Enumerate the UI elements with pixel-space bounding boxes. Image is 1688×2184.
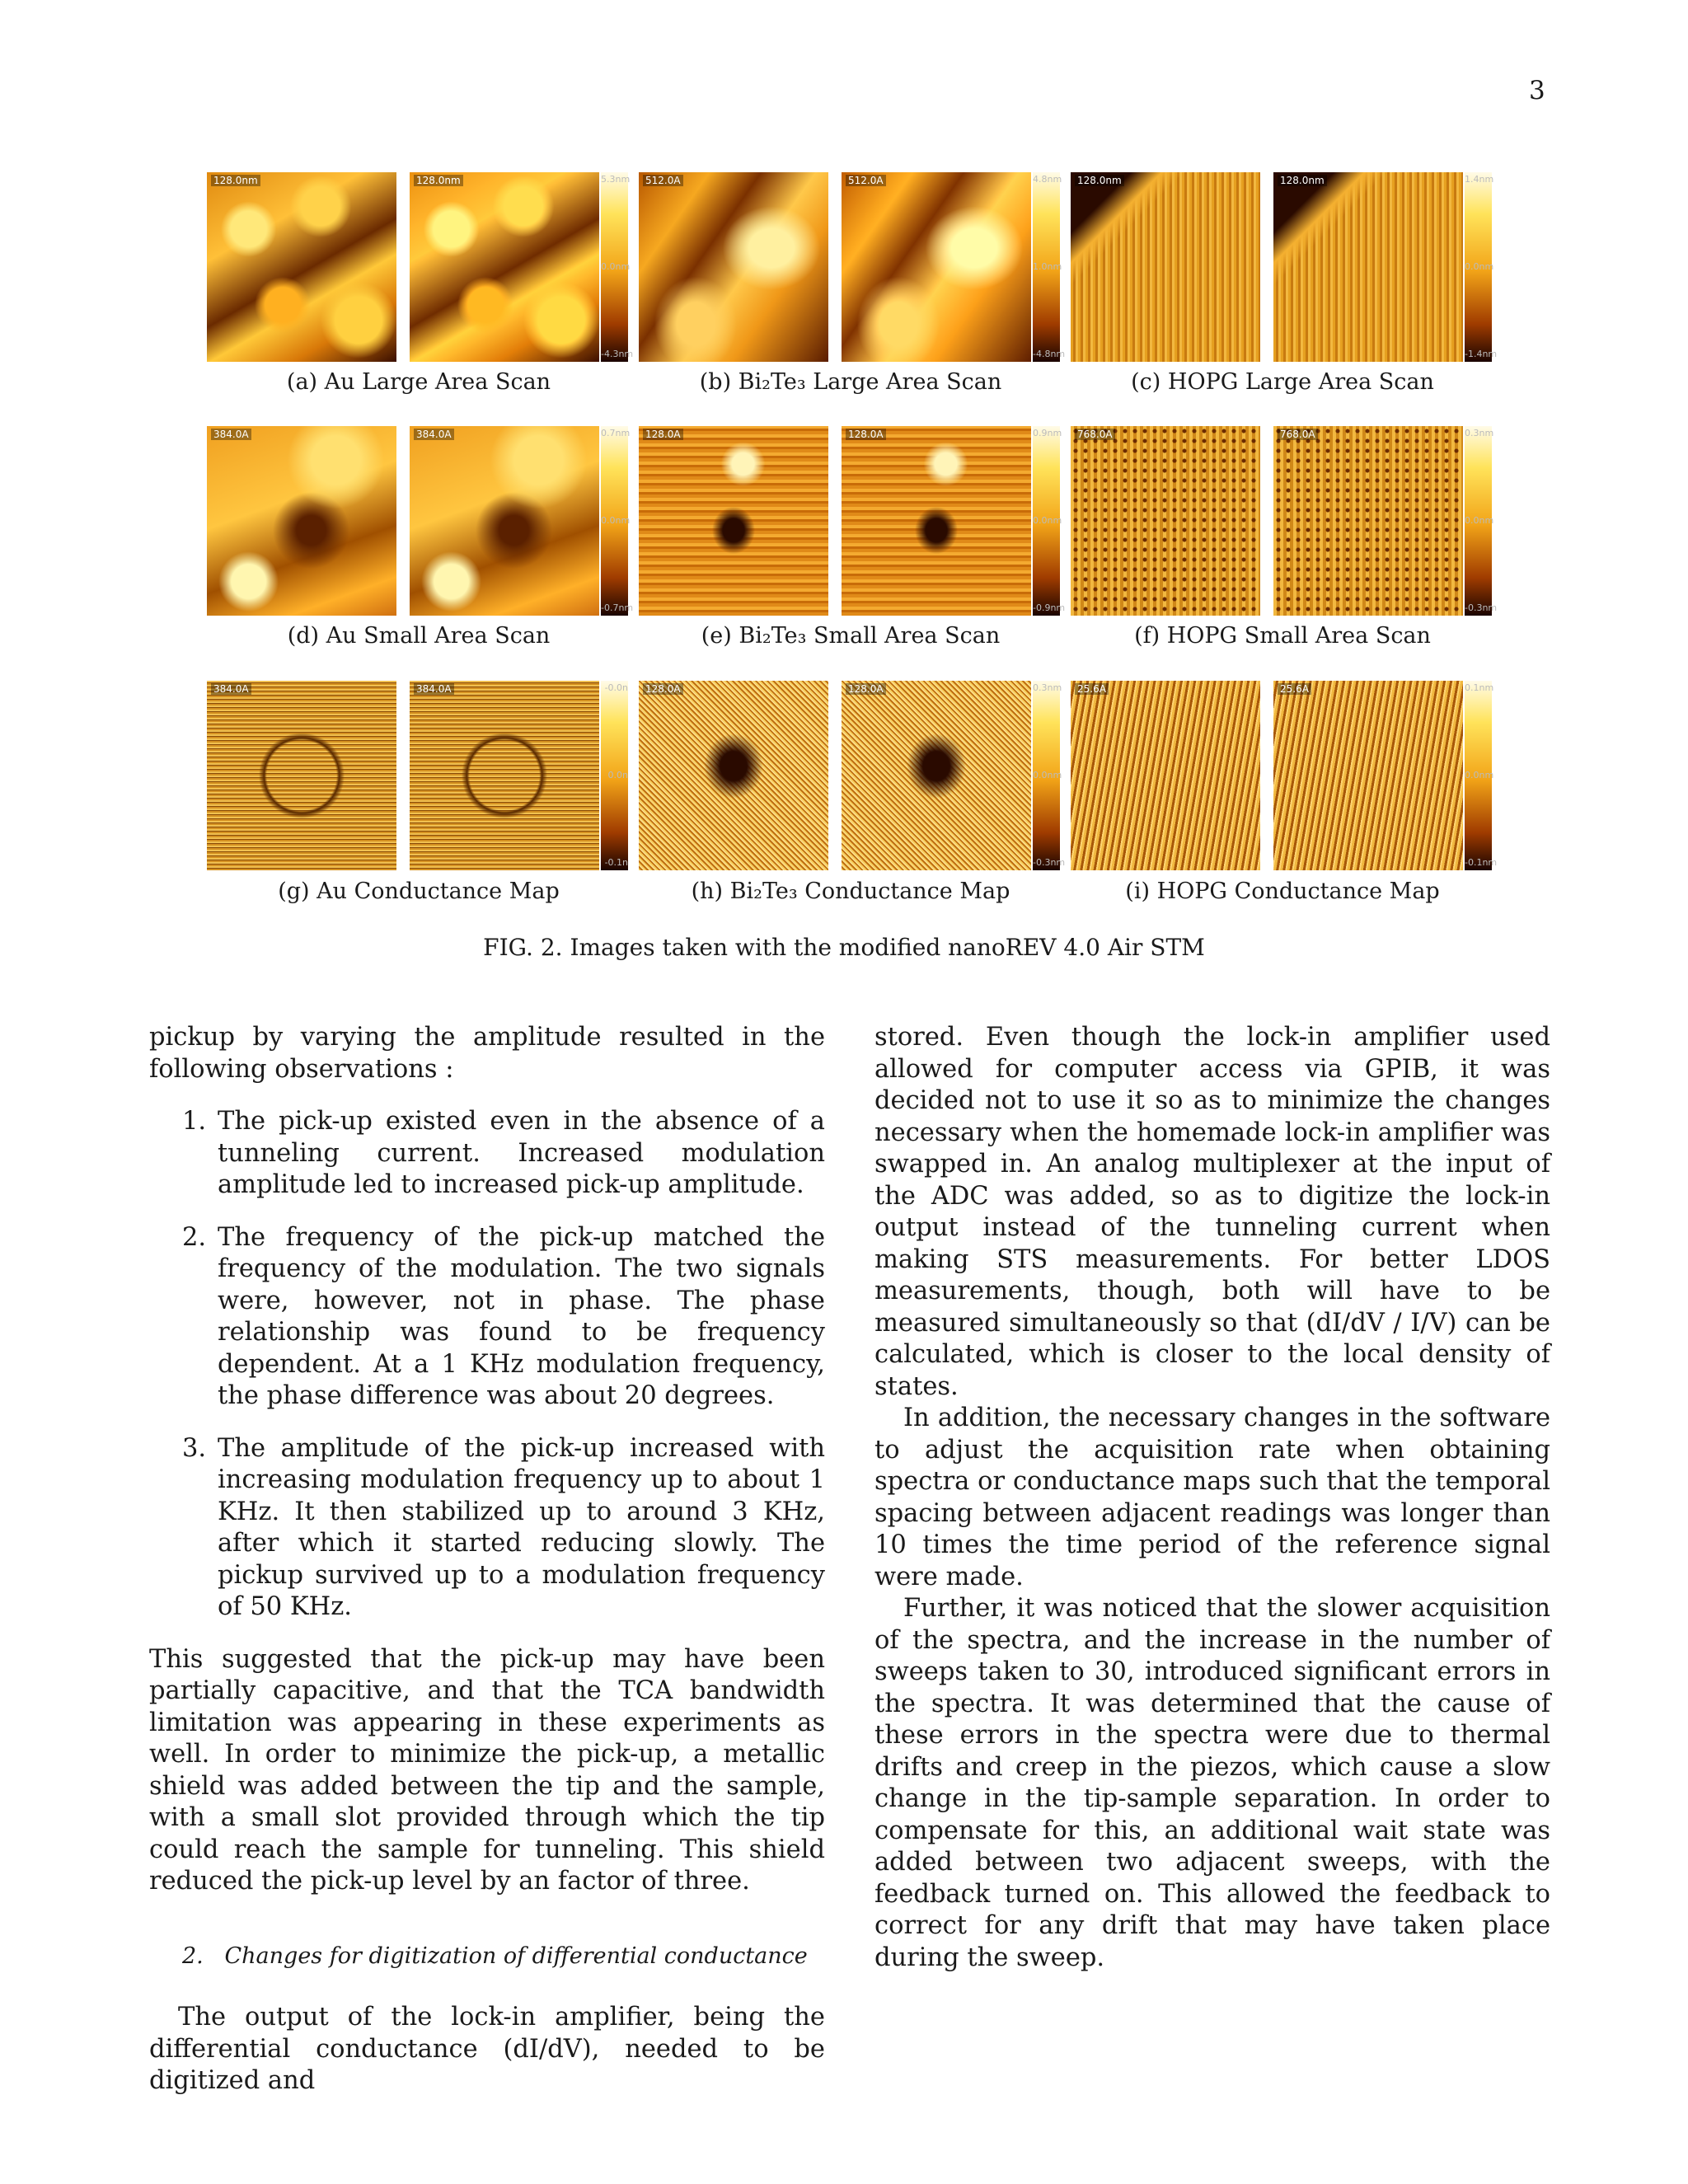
- list-item: [149, 1433, 825, 1624]
- paragraph: Further, it was noticed that the slower acquisition of the spectra, and the increase in the number of sweeps taken to 30, introduced significant errors in the spectra. It was determined that the cause of these errors in the spectra were due to thermal drifts and creep in the piezos, which cause a slow change in the tip-sample separation. In order to compensate for this, an additional wait state was added between two adjacent sweeps, with the feedback turned on. This allowed the feedback to correct for any drift that may have taken place during the sweep.: [874, 1594, 1550, 1972]
- list-text: The amplitude of the pick-up increased with increasing modulation frequency up to about 1 KHz. It then stabilized up to around 3 KHz, after which it started reducing slowly. The pickup survived up to a modulation frequency of 50 KHz.: [218, 1433, 825, 1621]
- colorbar-max: 0.9nm: [1033, 428, 1062, 438]
- list-number: 2.: [182, 1222, 207, 1252]
- stm-image: [639, 681, 828, 870]
- stm-image: [207, 172, 396, 362]
- list-number: 1.: [182, 1107, 207, 1136]
- colorbar: [1465, 426, 1498, 616]
- scale-label: 128.0A: [643, 429, 683, 440]
- scale-label: 128.0A: [846, 683, 886, 695]
- paragraph: This suggested that the pick-up may have been partially capacitive, and that the TCA bandwidth limitation was appearing in these experiments as well. In order to minimize the pick-up, a metallic shield was added between the tip and the sample, with a small slot provided through which the tip could reach the sample for tunneling. This shield reduced the pick-up level by an factor of three.: [149, 1644, 825, 1896]
- scale-label: 128.0nm: [1278, 175, 1327, 186]
- colorbar-max: 1.4nm: [1465, 174, 1494, 185]
- stm-image: [207, 681, 396, 870]
- section-heading: 2. Changes for digitization of differential conductance: [182, 1943, 808, 1969]
- colorbar: [1033, 426, 1066, 616]
- colorbar-mid: 0.0nm: [601, 515, 631, 526]
- subfigure-caption: (i) HOPG Conductance Map: [1125, 879, 1440, 904]
- colorbar-mid: 0.0n: [607, 770, 628, 780]
- stm-image: [1071, 681, 1260, 870]
- colorbar-min: -0.3nm: [1033, 857, 1066, 868]
- scale-label: 25.6A: [1278, 683, 1311, 695]
- scale-label: 768.0A: [1075, 429, 1115, 440]
- colorbar-max: 0.7nm: [601, 428, 631, 438]
- colorbar: [1465, 172, 1498, 362]
- colorbar-min: -0.3nm: [1465, 602, 1498, 613]
- stm-image: [842, 172, 1031, 362]
- stm-image: [842, 681, 1031, 870]
- subfigure-caption: (f) HOPG Small Area Scan: [1134, 623, 1431, 649]
- subfigure-caption: (c) HOPG Large Area Scan: [1131, 369, 1434, 395]
- colorbar-mid: 0.0nm: [601, 261, 631, 272]
- colorbar: [601, 172, 634, 362]
- colorbar-max: 0.3nm: [1033, 682, 1062, 693]
- scale-label: 384.0A: [414, 429, 454, 440]
- left-column: [149, 1022, 825, 2097]
- colorbar-mid: 1.0nm: [1033, 261, 1062, 272]
- figure-caption: FIG. 2. Images taken with the modified nanoREV 4.0 Air STM: [483, 934, 1205, 961]
- colorbar-min: -1.4nm: [1465, 349, 1498, 359]
- stm-image: [410, 172, 599, 362]
- colorbar-min: -4.3nm: [601, 349, 634, 359]
- colorbar: [601, 681, 628, 870]
- colorbar: [1033, 681, 1066, 870]
- observation-list: [149, 1106, 825, 1624]
- subfigure-caption: (a) Au Large Area Scan: [286, 369, 551, 395]
- colorbar: [1465, 681, 1498, 870]
- list-item: [149, 1106, 825, 1202]
- scale-label: 128.0nm: [414, 175, 463, 186]
- stm-image: [1071, 426, 1260, 616]
- colorbar-min: -0.1n: [604, 857, 628, 868]
- scale-label: 128.0A: [846, 429, 886, 440]
- scale-label: 768.0A: [1278, 429, 1318, 440]
- colorbar-mid: 0.0nm: [1465, 261, 1494, 272]
- colorbar-max: 0.1nm: [1465, 682, 1494, 693]
- colorbar-max: 0.3nm: [1465, 428, 1494, 438]
- stm-image: [1273, 172, 1463, 362]
- paragraph: In addition, the necessary changes in the software to adjust the acquisition rate when obtaining spectra or conductance maps such that the temporal spacing between adjacent readings was longer than 10 times the time period of the reference signal were made.: [874, 1404, 1550, 1591]
- scale-label: 128.0nm: [1075, 175, 1124, 186]
- colorbar-mid: 0.0nm: [1033, 770, 1062, 780]
- colorbar-max: 5.3nm: [601, 174, 631, 185]
- stm-image: [410, 681, 599, 870]
- page-number: 3: [1529, 76, 1545, 105]
- subfigure-caption: (g) Au Conductance Map: [278, 879, 560, 904]
- scale-label: 512.0A: [846, 175, 886, 186]
- subfigure-caption: (d) Au Small Area Scan: [287, 623, 551, 649]
- scale-label: 512.0A: [643, 175, 683, 186]
- stm-image: [842, 426, 1031, 616]
- colorbar-mid: 0.0nm: [1465, 770, 1494, 780]
- colorbar-min: -0.1nm: [1465, 857, 1498, 868]
- stm-image: [1273, 426, 1463, 616]
- colorbar: [601, 426, 634, 616]
- scale-label: 384.0A: [211, 429, 251, 440]
- scale-label: 384.0A: [414, 683, 454, 695]
- colorbar-min: -0.7nm: [601, 602, 634, 613]
- scale-label: 128.0nm: [211, 175, 260, 186]
- subfigure-caption: (h) Bi₂Te₃ Conductance Map: [691, 879, 1010, 904]
- subfigure-caption: (e) Bi₂Te₃ Small Area Scan: [701, 623, 1001, 649]
- paragraph: pickup by varying the amplitude resulted in the following observations :: [149, 1023, 825, 1084]
- stm-image: [1071, 172, 1260, 362]
- stm-image: [639, 426, 828, 616]
- stm-image: [1273, 681, 1463, 870]
- list-text: The frequency of the pick-up matched the frequency of the modulation. The two signals were, however, not in phase. The phase relationship was found to be frequency dependent. At a 1 KHz modulation frequency, the phase difference was about 20 degrees.: [218, 1222, 825, 1410]
- scale-label: 384.0A: [211, 683, 251, 695]
- colorbar-mid: 0.0nm: [1465, 515, 1494, 526]
- right-column: [874, 1022, 1550, 1974]
- list-number: 3.: [182, 1433, 207, 1463]
- colorbar-mid: 0.0nm: [1033, 515, 1062, 526]
- list-item: [149, 1222, 825, 1413]
- scale-label: 128.0A: [643, 683, 683, 695]
- scale-label: 25.6A: [1075, 683, 1109, 695]
- colorbar-min: -0.9nm: [1033, 602, 1066, 613]
- colorbar-max: 4.8nm: [1033, 174, 1062, 185]
- paragraph: stored. Even though the lock-in amplifier used allowed for computer access via GPIB, it was decided not to use it so as to minimize the changes necessary when the homemade lock-in amplifier was swapped in. An analog multiplexer at the input of the ADC was added, so as to digitize the lock-in output instead of the tunneling current when making STS measurements. For better LDOS measurements, though, both will have to be measured simultaneously so that (dI/dV / I/V) can be calculated, which is closer to the local density of states.: [874, 1023, 1550, 1401]
- paragraph: The output of the lock-in amplifier, being the differential conductance (dI/dV), needed to be digitized and: [149, 2003, 825, 2095]
- list-text: The pick-up existed even in the absence of a tunneling current. Increased modulation amplitude led to increased pick-up amplitude.: [218, 1107, 825, 1199]
- colorbar: [1033, 172, 1066, 362]
- colorbar-max: -0.0n: [604, 682, 628, 693]
- stm-image: [639, 172, 828, 362]
- stm-image: [207, 426, 396, 616]
- colorbar-min: -4.8nm: [1033, 349, 1066, 359]
- stm-image: [410, 426, 599, 616]
- subfigure-caption: (b) Bi₂Te₃ Large Area Scan: [699, 369, 1002, 395]
